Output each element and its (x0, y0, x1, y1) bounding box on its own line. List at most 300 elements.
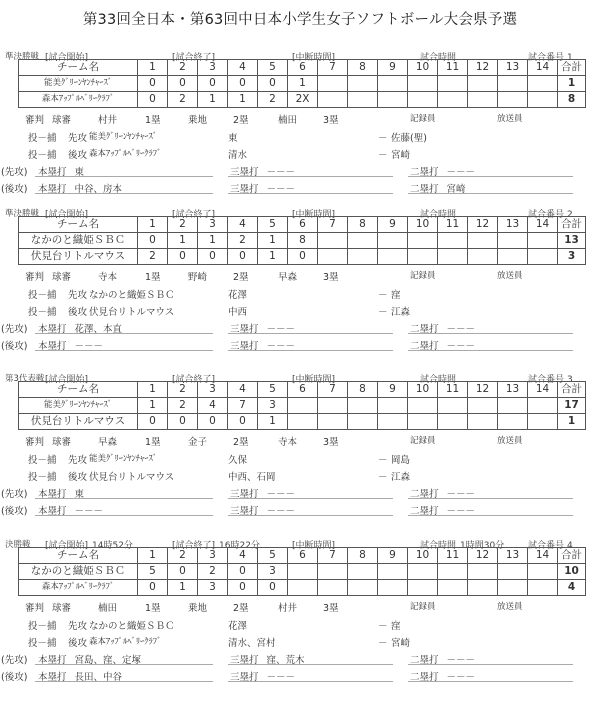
label-top: 先攻 (68, 455, 88, 466)
label-first: 1塁 (145, 603, 161, 614)
inning-score-cell (468, 92, 498, 108)
inning-score-cell (528, 398, 558, 414)
inning-header-9: 9 (378, 548, 408, 564)
game-no: 4 (567, 541, 573, 551)
label-duration: 試合時間 (420, 375, 457, 385)
label-umpire: 審判 (25, 603, 45, 614)
battery-bottom-line (28, 304, 411, 318)
umpires-plate: 寺本 (98, 272, 118, 283)
battery-top-pitcher: 花澤 (228, 621, 248, 632)
label-announcer: 放送員 (497, 114, 523, 124)
inning-header-6: 6 (288, 548, 318, 564)
label-start: [試合開始] (45, 53, 89, 63)
top-label: (先攻) (1, 489, 28, 500)
total-score-cell: 1 (558, 414, 586, 430)
team-name-cell: 森本ｱｯﾌﾟﾙﾍﾞﾘｰｸﾗﾌﾞ (19, 92, 138, 108)
inning-header-4: 4 (228, 60, 258, 76)
label-announcer: 放送員 (497, 436, 523, 446)
inning-score-cell: 1 (168, 233, 198, 249)
game-no: 3 (567, 375, 573, 385)
inning-header-14: 14 (528, 217, 558, 233)
umpires-plate: 村井 (98, 115, 118, 126)
inning-score-cell (438, 414, 468, 430)
umpires-first: 金子 (188, 437, 208, 448)
team-name-cell: 能美ｸﾞﾘｰﾝﾔﾝﾁｬｰｽﾞ (19, 398, 138, 414)
bottom-label: (後攻) (1, 341, 28, 352)
umpires-second: 楠田 (278, 115, 298, 126)
inning-score-cell (438, 580, 468, 596)
team-name-cell: 伏見台リトルマウス (19, 414, 138, 430)
label-battery: 投－捕 (28, 290, 57, 301)
hits-bottom-triple: －－－ (266, 341, 296, 352)
label-bottom: 後攻 (68, 472, 88, 483)
hits-top-triple: －－－ (266, 489, 296, 500)
team-name-cell: なかのと織姫ＳＢＣ (19, 233, 138, 249)
inning-score-cell: 0 (288, 249, 318, 265)
inning-score-cell (378, 76, 408, 92)
label-top: 先攻 (68, 133, 88, 144)
scoreboard-header-row (19, 548, 586, 564)
top-double-field (408, 650, 573, 665)
inning-score-cell (378, 92, 408, 108)
inning-score-cell (378, 233, 408, 249)
bottom-triple-field (228, 179, 393, 194)
end-time: 16時22分 (219, 541, 260, 551)
inning-score-cell (408, 249, 438, 265)
label-hr: 本塁打 (38, 184, 67, 195)
bottom-double-field (408, 501, 573, 516)
inning-score-cell: 2 (168, 398, 198, 414)
hits-bottom-hr: 中谷、房本 (74, 184, 123, 195)
inning-header-7: 7 (318, 217, 348, 233)
scoreboard-team-row (19, 564, 586, 580)
bottom-double-field (408, 667, 573, 682)
inning-score-cell: 0 (258, 76, 288, 92)
game-block-4 (0, 538, 600, 698)
inning-header-10: 10 (408, 217, 438, 233)
inning-score-cell (408, 233, 438, 249)
inning-header-13: 13 (498, 60, 528, 76)
scoreboard-table (18, 381, 586, 430)
bottom-hr-field (35, 501, 213, 516)
label-double: 二塁打 (410, 672, 439, 683)
inning-header-9: 9 (378, 60, 408, 76)
label-double: 二塁打 (410, 341, 439, 352)
inning-score-cell (468, 564, 498, 580)
label-dash: － (378, 150, 388, 161)
inning-score-cell (348, 249, 378, 265)
inning-score-cell (438, 233, 468, 249)
round: 準決勝戦 (5, 209, 40, 219)
scoreboard-team-row (19, 249, 586, 265)
inning-score-cell (318, 92, 348, 108)
inning-score-cell (438, 249, 468, 265)
label-interrupt: [中断時間] (292, 210, 336, 220)
umpires-second: 寺本 (278, 437, 298, 448)
inning-header-13: 13 (498, 382, 528, 398)
inning-score-cell (348, 414, 378, 430)
inning-score-cell (378, 580, 408, 596)
inning-header-14: 14 (528, 548, 558, 564)
top-hr-field (35, 650, 213, 665)
hits-bottom-double: －－－ (446, 341, 476, 352)
inning-score-cell (408, 398, 438, 414)
label-double: 二塁打 (410, 489, 439, 500)
label-plate: 球審 (52, 603, 72, 614)
label-second: 2塁 (233, 437, 249, 448)
inning-score-cell (528, 92, 558, 108)
label-duration: 試合時間 (420, 53, 457, 63)
hits-top-double: －－－ (446, 324, 476, 335)
label-plate: 球審 (52, 437, 72, 448)
scoreboard-header-row (19, 60, 586, 76)
label-game-no: 試合番号 (528, 375, 565, 385)
total-score-cell: 4 (558, 580, 586, 596)
battery-top-catcher: 佐藤(聖) (391, 133, 427, 144)
label-start: [試合開始] (45, 541, 89, 551)
scoreboard-team-row (19, 76, 586, 92)
label-umpire: 審判 (25, 437, 45, 448)
inning-header-5: 5 (258, 60, 288, 76)
inning-header-14: 14 (528, 382, 558, 398)
hits-top-double: －－－ (446, 655, 476, 666)
inning-score-cell (288, 580, 318, 596)
team-name-cell: なかのと織姫ＳＢＣ (19, 564, 138, 580)
label-start: [試合開始] (45, 210, 89, 220)
battery-bottom-pitcher: 清水 (228, 150, 248, 161)
label-first: 1塁 (145, 115, 161, 126)
label-dash: － (378, 290, 388, 301)
inning-score-cell (288, 564, 318, 580)
top-double-field (408, 162, 573, 177)
inning-header-8: 8 (348, 60, 378, 76)
inning-score-cell: 2 (138, 249, 168, 265)
top-hr-field (35, 162, 213, 177)
label-dash: － (378, 133, 388, 144)
game-block-2 (0, 207, 600, 367)
inning-score-cell: 0 (168, 76, 198, 92)
total-score-cell: 17 (558, 398, 586, 414)
inning-header-6: 6 (288, 60, 318, 76)
battery-bottom-catcher: 宮崎 (391, 638, 411, 649)
hits-bottom-hr: 長田、中谷 (74, 672, 123, 683)
total-score-cell: 3 (558, 249, 586, 265)
inning-header-6: 6 (288, 382, 318, 398)
inning-header-8: 8 (348, 217, 378, 233)
scoreboard-table (18, 59, 586, 108)
label-battery: 投－捕 (28, 133, 57, 144)
scoreboard-team-row (19, 233, 586, 249)
bottom-label: (後攻) (1, 184, 28, 195)
hits-bottom-double: －－－ (446, 672, 476, 683)
hits-top-hr: 花澤、本直 (74, 324, 123, 335)
team-name-cell: 能美ｸﾞﾘｰﾝﾔﾝﾁｬｰｽﾞ (19, 76, 138, 92)
inning-score-cell: 0 (228, 249, 258, 265)
inning-header-7: 7 (318, 60, 348, 76)
umpires-plate: 楠田 (98, 603, 118, 614)
label-triple: 三塁打 (230, 655, 259, 666)
hits-top-double: －－－ (446, 489, 476, 500)
label-triple: 三塁打 (230, 184, 259, 195)
hits-top-double: －－－ (446, 167, 476, 178)
team-name-cell: 伏見台リトルマウス (19, 249, 138, 265)
inning-score-cell: 0 (258, 580, 288, 596)
label-triple: 三塁打 (230, 506, 259, 517)
inning-score-cell: 0 (138, 76, 168, 92)
inning-score-cell: 1 (258, 414, 288, 430)
top-label: (先攻) (1, 324, 28, 335)
label-recorder: 記録員 (410, 436, 436, 446)
label-second: 2塁 (233, 115, 249, 126)
hits-bottom-hr: －－－ (74, 341, 104, 352)
inning-score-cell: 1 (168, 580, 198, 596)
inning-score-cell: 2 (228, 233, 258, 249)
bottom-triple-field (228, 336, 393, 351)
battery-bottom-team: 伏見台リトルマウス (89, 472, 175, 483)
inning-score-cell (408, 92, 438, 108)
inning-header-5: 5 (258, 382, 288, 398)
inning-score-cell (378, 249, 408, 265)
inning-score-cell (348, 564, 378, 580)
inning-header-11: 11 (438, 382, 468, 398)
label-dash: － (378, 307, 388, 318)
umpires-second: 村井 (278, 603, 298, 614)
battery-top-catcher: 窪 (391, 621, 401, 632)
battery-bottom-pitcher: 中西 (228, 307, 248, 318)
label-double: 二塁打 (410, 506, 439, 517)
battery-bottom-team: 森本ｱｯﾌﾟﾙﾍﾞﾘｰｸﾗﾌﾞ (89, 149, 162, 159)
inning-score-cell (468, 414, 498, 430)
label-battery: 投－捕 (28, 472, 57, 483)
game-no: 1 (567, 53, 573, 63)
battery-bottom-pitcher: 中西、石岡 (228, 472, 276, 483)
battery-top-line (28, 452, 411, 466)
inning-score-cell: 0 (138, 414, 168, 430)
label-plate: 球審 (52, 115, 72, 126)
scoreboard-header-row (19, 382, 586, 398)
inning-header-3: 3 (198, 382, 228, 398)
inning-score-cell: 2 (198, 564, 228, 580)
bottom-hr-field (35, 667, 213, 682)
inning-score-cell (468, 76, 498, 92)
battery-top-line (28, 618, 401, 632)
scoreboard-team-row (19, 398, 586, 414)
inning-score-cell (318, 76, 348, 92)
team-name-header: チーム名 (19, 217, 138, 233)
umpires-plate: 早森 (98, 437, 118, 448)
label-third: 3塁 (323, 603, 339, 614)
label-battery: 投－捕 (28, 150, 57, 161)
inning-score-cell (318, 564, 348, 580)
inning-score-cell (498, 249, 528, 265)
battery-top-pitcher: 花澤 (228, 290, 248, 301)
inning-header-4: 4 (228, 382, 258, 398)
battery-bottom-catcher: 江森 (391, 472, 411, 483)
start-time: 14時52分 (92, 541, 133, 551)
inning-score-cell (528, 564, 558, 580)
inning-score-cell (498, 580, 528, 596)
label-battery: 投－捕 (28, 455, 57, 466)
inning-score-cell: 0 (198, 76, 228, 92)
hits-bottom-double: 宮崎 (446, 184, 466, 195)
inning-score-cell (378, 414, 408, 430)
battery-bottom-line (28, 147, 411, 161)
umpires-line (25, 600, 523, 614)
inning-score-cell: 1 (228, 92, 258, 108)
inning-header-10: 10 (408, 548, 438, 564)
umpires-first: 野崎 (188, 272, 208, 283)
bottom-hr-field (35, 336, 213, 351)
hits-top-triple: －－－ (266, 324, 296, 335)
inning-header-8: 8 (348, 548, 378, 564)
inning-score-cell (288, 414, 318, 430)
label-umpire: 審判 (25, 272, 45, 283)
inning-header-2: 2 (168, 382, 198, 398)
inning-score-cell: 5 (138, 564, 168, 580)
hits-bottom-triple: －－－ (266, 506, 296, 517)
top-triple-field (228, 484, 393, 499)
bottom-hr-field (35, 179, 213, 194)
label-end: [試合終了] (172, 541, 216, 551)
inning-score-cell: 0 (228, 580, 258, 596)
label-hr: 本塁打 (38, 167, 67, 178)
inning-score-cell (438, 398, 468, 414)
team-name-header: チーム名 (19, 60, 138, 76)
inning-score-cell: 0 (168, 249, 198, 265)
label-announcer: 放送員 (497, 271, 523, 281)
inning-header-12: 12 (468, 382, 498, 398)
inning-header-10: 10 (408, 382, 438, 398)
label-battery: 投－捕 (28, 307, 57, 318)
label-battery: 投－捕 (28, 621, 57, 632)
game-block-1 (0, 50, 600, 210)
label-interrupt: [中断時間] (292, 541, 336, 551)
bottom-double-field (408, 336, 573, 351)
scoreboard-team-row (19, 92, 586, 108)
umpires-second: 早森 (278, 272, 298, 283)
top-hr-field (35, 319, 213, 334)
label-announcer: 放送員 (497, 602, 523, 612)
inning-score-cell (408, 564, 438, 580)
inning-score-cell: 0 (228, 76, 258, 92)
label-third: 3塁 (323, 115, 339, 126)
inning-score-cell: 2 (258, 92, 288, 108)
scoreboard-team-row (19, 414, 586, 430)
battery-top-catcher: 窪 (391, 290, 401, 301)
label-hr: 本塁打 (38, 506, 67, 517)
total-score-cell: 8 (558, 92, 586, 108)
label-recorder: 記録員 (410, 602, 436, 612)
game-no: 2 (567, 210, 573, 220)
label-hr: 本塁打 (38, 341, 67, 352)
inning-header-5: 5 (258, 548, 288, 564)
label-hr: 本塁打 (38, 489, 67, 500)
scoreboard-table (18, 216, 586, 265)
umpires-first: 乗地 (188, 115, 208, 126)
hits-top-hr: 宮島、窪、定塚 (74, 655, 142, 666)
round: 準決勝戦 (5, 52, 40, 62)
inning-score-cell (318, 249, 348, 265)
total-score-cell: 13 (558, 233, 586, 249)
hits-top-hr: 東 (74, 489, 85, 500)
inning-score-cell: 0 (138, 580, 168, 596)
label-umpire: 審判 (25, 115, 45, 126)
inning-score-cell: 2X (288, 92, 318, 108)
inning-score-cell: 0 (228, 564, 258, 580)
inning-score-cell (528, 233, 558, 249)
inning-score-cell (528, 76, 558, 92)
inning-score-cell: 0 (228, 414, 258, 430)
battery-top-line (28, 130, 427, 144)
inning-header-5: 5 (258, 217, 288, 233)
battery-top-team: なかのと織姫ＳＢＣ (89, 621, 175, 632)
battery-top-team: 能美ｸﾞﾘｰﾝﾔﾝﾁｬｰｽﾞ (89, 132, 158, 142)
inning-score-cell: 0 (198, 249, 228, 265)
round: 決勝戦 (5, 540, 31, 550)
bottom-label: (後攻) (1, 506, 28, 517)
umpires-line (25, 269, 523, 283)
label-end: [試合終了] (172, 53, 216, 63)
inning-header-1: 1 (138, 60, 168, 76)
inning-header-1: 1 (138, 217, 168, 233)
label-triple: 三塁打 (230, 324, 259, 335)
inning-header-12: 12 (468, 60, 498, 76)
label-double: 二塁打 (410, 324, 439, 335)
inning-score-cell (348, 76, 378, 92)
inning-header-14: 14 (528, 60, 558, 76)
inning-score-cell (348, 233, 378, 249)
inning-score-cell: 0 (168, 414, 198, 430)
inning-header-6: 6 (288, 217, 318, 233)
top-triple-field (228, 650, 393, 665)
inning-score-cell: 1 (198, 233, 228, 249)
label-triple: 三塁打 (230, 672, 259, 683)
label-recorder: 記録員 (410, 114, 436, 124)
bottom-label: (後攻) (1, 672, 28, 683)
inning-header-7: 7 (318, 382, 348, 398)
inning-header-12: 12 (468, 217, 498, 233)
inning-score-cell: 1 (198, 92, 228, 108)
label-hr: 本塁打 (38, 324, 67, 335)
battery-bottom-line (28, 635, 411, 649)
inning-score-cell: 2 (168, 92, 198, 108)
label-double: 二塁打 (410, 167, 439, 178)
inning-header-13: 13 (498, 217, 528, 233)
inning-score-cell (528, 580, 558, 596)
inning-score-cell (348, 398, 378, 414)
inning-score-cell (408, 76, 438, 92)
inning-score-cell (528, 249, 558, 265)
battery-bottom-team: 森本ｱｯﾌﾟﾙﾍﾞﾘｰｸﾗﾌﾞ (89, 637, 162, 647)
battery-bottom-catcher: 江森 (391, 307, 411, 318)
label-top: 先攻 (68, 290, 88, 301)
top-hr-field (35, 484, 213, 499)
inning-header-10: 10 (408, 60, 438, 76)
total-header: 合計 (558, 217, 586, 233)
inning-score-cell (318, 233, 348, 249)
inning-header-12: 12 (468, 548, 498, 564)
battery-top-team: なかのと織姫ＳＢＣ (89, 290, 175, 301)
bottom-triple-field (228, 667, 393, 682)
umpires-line (25, 112, 523, 126)
umpires-line (25, 434, 523, 448)
label-triple: 三塁打 (230, 167, 259, 178)
inning-score-cell (468, 398, 498, 414)
inning-score-cell (378, 564, 408, 580)
hits-top-triple: 窪、荒木 (266, 655, 305, 666)
inning-score-cell (498, 414, 528, 430)
label-hr: 本塁打 (38, 672, 67, 683)
